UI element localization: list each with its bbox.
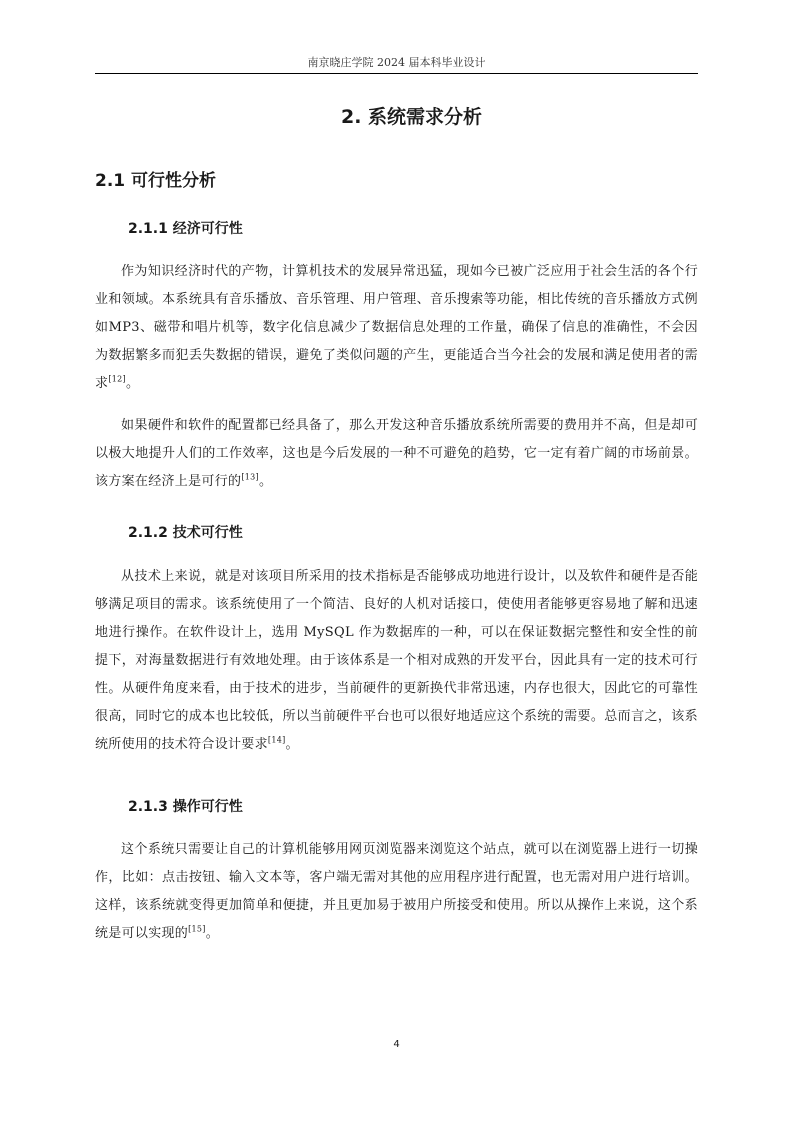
paragraph-end: 。 [205, 926, 220, 941]
paragraph-text: 这个系统只需要让自己的计算机能够用网页浏览器来浏览这个站点，就可以在浏览器上进行一切操作，比如：点击按钮、输入文本等，客户端无需对其他的应用程序进行配置，也无需对用户进行培训。这样，该系统就变得更加简单和便捷，并且更加易于被用户所接受和使用。所以从操作上来说，这个系统是可以实现的 [95, 842, 698, 941]
paragraph-end: 。 [125, 376, 140, 391]
page-number: 4 [393, 1039, 400, 1050]
page-header: 南京晓庄学院 2024 届本科毕业设计 [307, 56, 486, 69]
citation-ref: [15] [188, 924, 206, 934]
citation-ref: [14] [267, 735, 286, 745]
subsection-title-operation: 2.1.3 操作可行性 [128, 799, 243, 815]
paragraph-text: 从技术上来说，就是对该项目所采用的技术指标是否能够成功地进行设计，以及软件和硬件是否能够满足项目的需求。该系统使用了一个简洁、良好的人机对话接口，使使用者能够更容易地了解和迅速地进行操作。在软件设计上，选用 MySQL 作为数据库的一种，可以在保证数据完整性和安全性的前提下，对海量数据进行有效地处理。由于该体系是一个相对成熟的开发平台，因此具有一定的技术可行性。从硬件角度来看，由于技术的进步，当前硬件的更新换代非常迅速，内存也很大，因此它的可靠性很高，同时它的成本也比较低，所以当前硬件平台也可以很好地适应这个系统的需要。总而言之，该系统所使用的技术符合设计要求 [95, 569, 698, 752]
header-rule [95, 73, 698, 74]
paragraph-end: 。 [285, 737, 299, 752]
citation-ref: [13] [241, 472, 259, 482]
subsection-title-economic: 2.1.1 经济可行性 [128, 221, 243, 237]
paragraph-economic-2 [95, 412, 698, 496]
paragraph-text: 作为知识经济时代的产物，计算机技术的发展异常迅猛，现如今已被广泛应用于社会生活的各个行业和领域。本系统具有音乐播放、音乐管理、用户管理、音乐搜索等功能，相比传统的音乐播放方式例如MP3、磁带和唱片机等，数字化信息减少了数据信息处理的工作量，确保了信息的准确性，不会因为数据繁多而犯丢失数据的错误，避免了类似问题的产生，更能适合当今社会的发展和满足使用者的需求 [95, 264, 698, 391]
section-title-feasibility: 2.1 可行性分析 [95, 171, 217, 191]
paragraph-economic-1 [95, 258, 698, 398]
paragraph-end: 。 [258, 474, 273, 489]
paragraph-text: 如果硬件和软件的配置都已经具备了，那么开发这种音乐播放系统所需要的费用并不高，但是却可以极大地提升人们的工作效率，这也是今后发展的一种不可避免的趋势，它一定有着广阔的市场前景。该方案在经济上是可行的 [95, 418, 698, 489]
subsection-title-technical: 2.1.2 技术可行性 [128, 525, 243, 541]
citation-ref: [12] [108, 374, 126, 384]
paragraph-technical-1 [95, 563, 698, 759]
chapter-title: 2. 系统需求分析 [340, 106, 483, 128]
paragraph-operation-1 [95, 836, 698, 948]
